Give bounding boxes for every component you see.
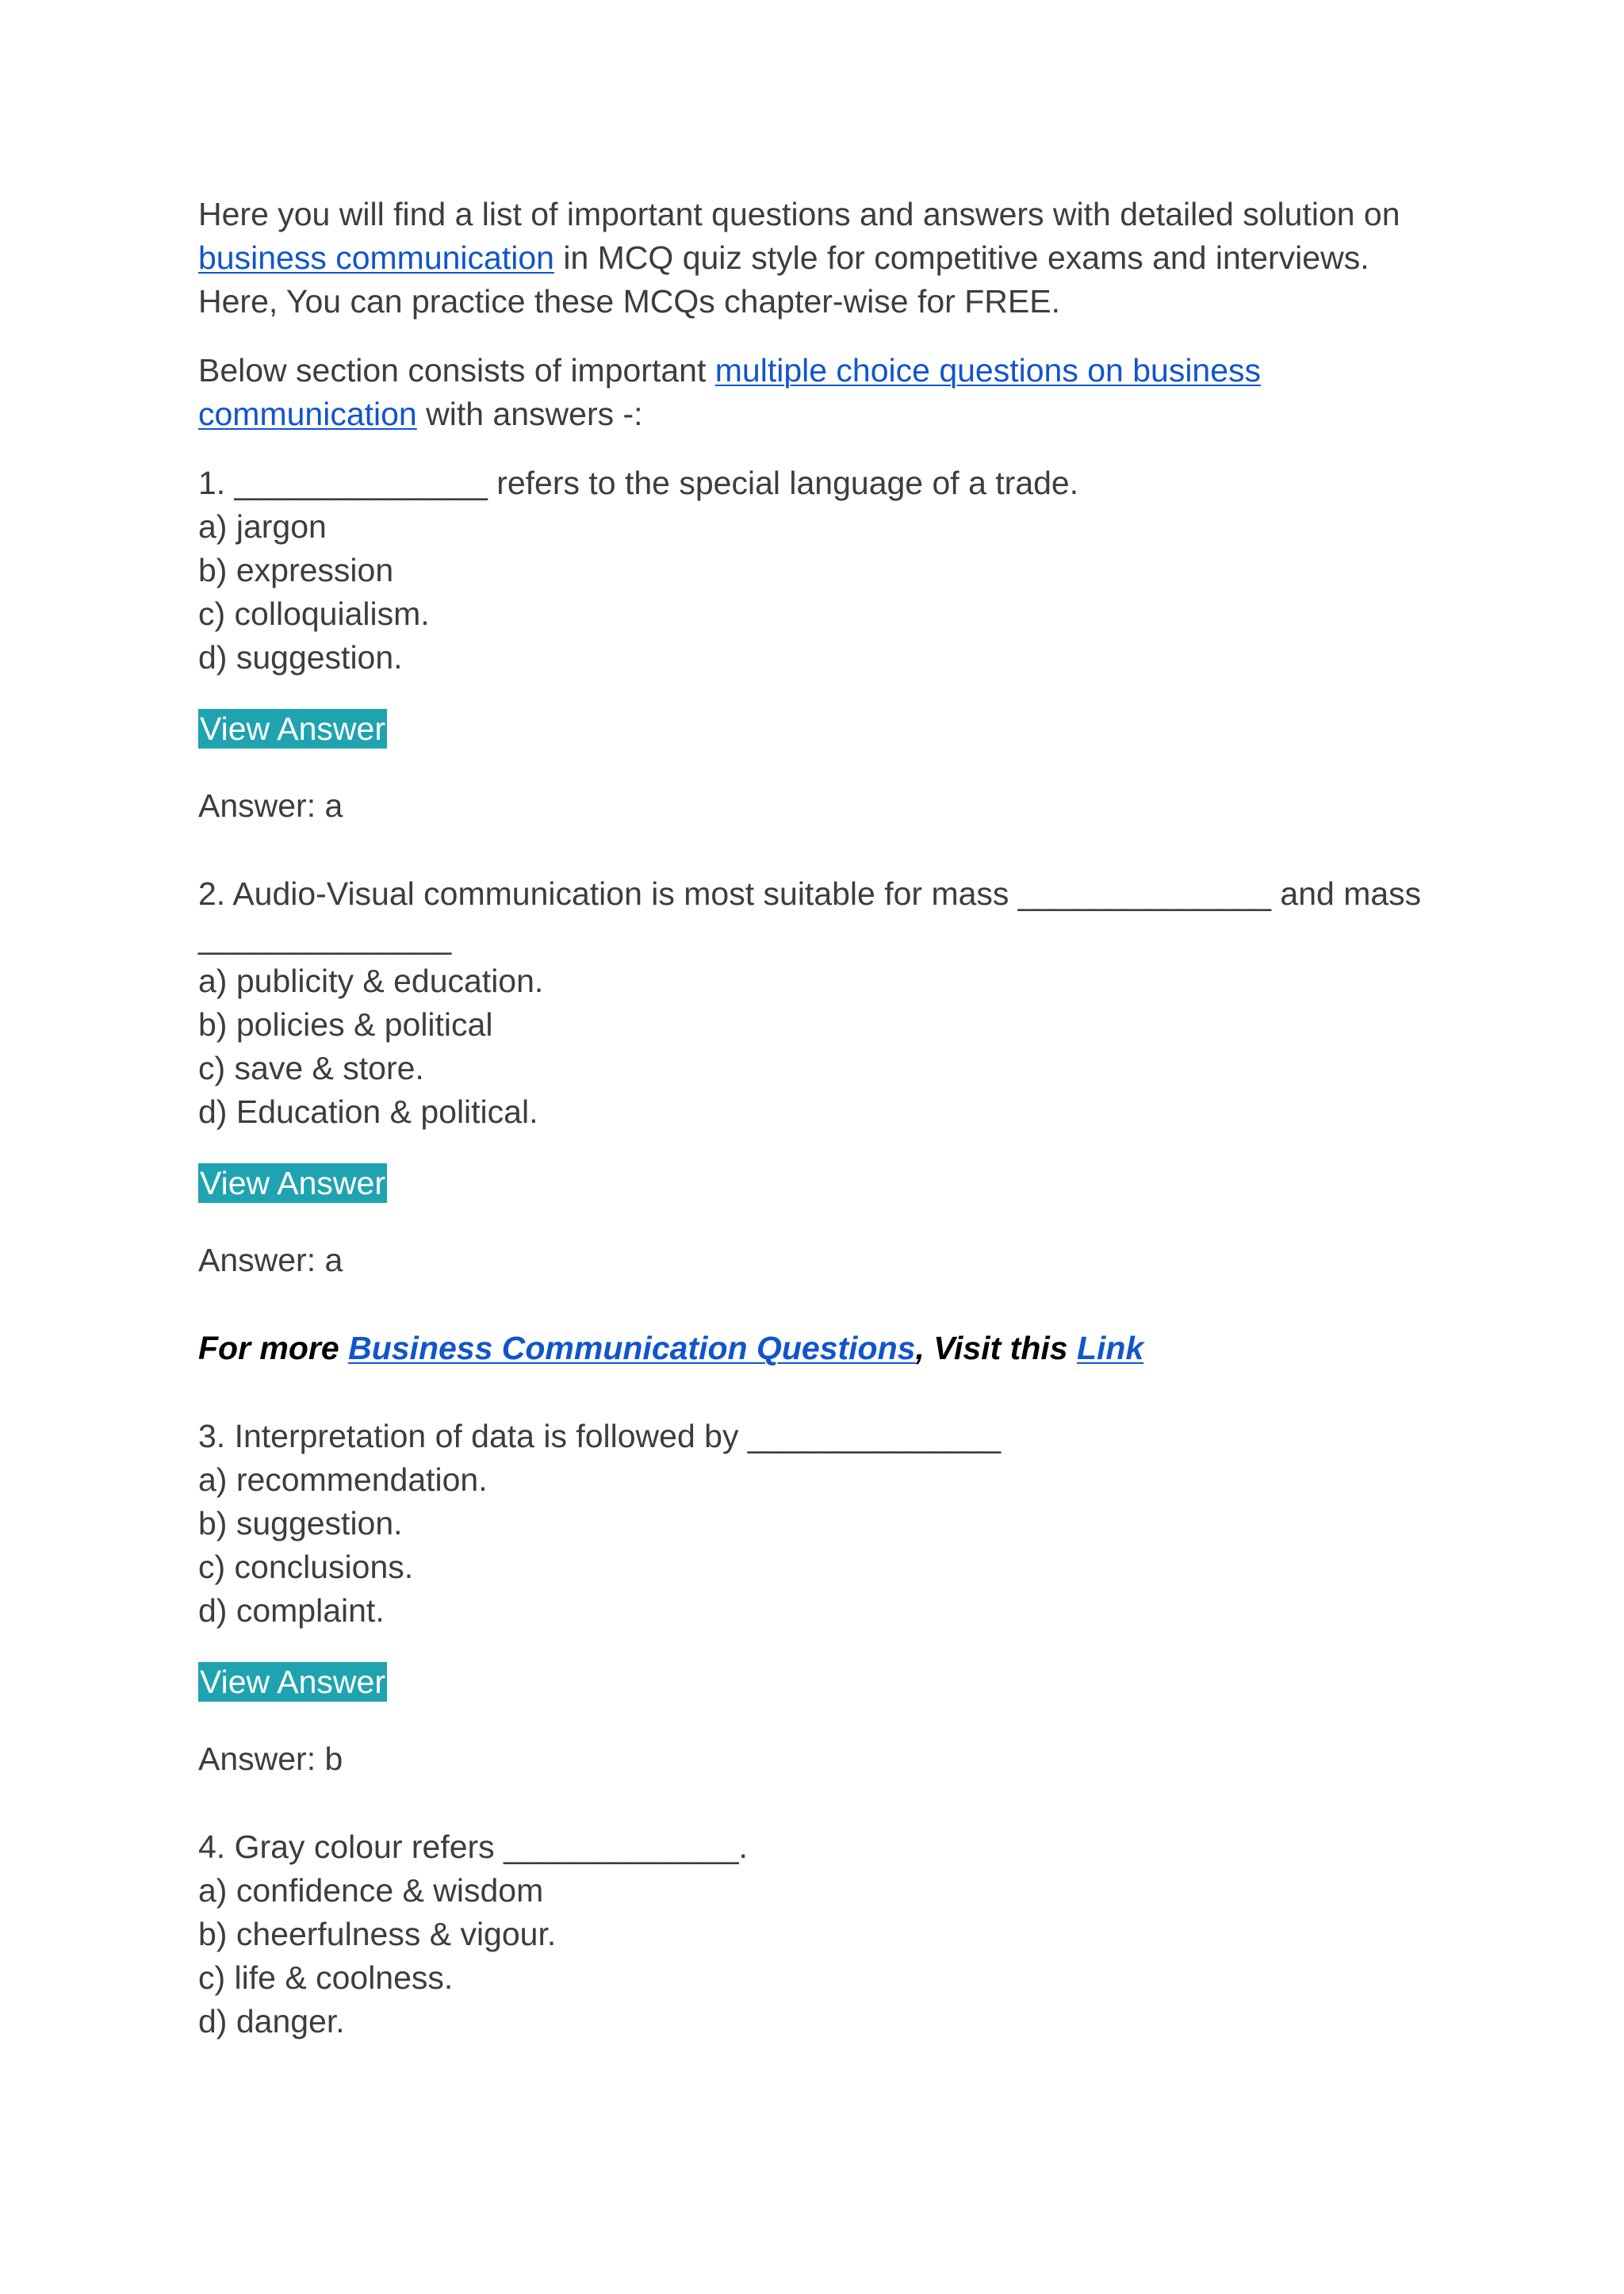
option-c: c) conclusions. [198,1549,414,1585]
question-block-1 [198,461,1435,680]
question-text: 3. Interpretation of data is followed by ______________ [198,1418,1002,1454]
question-text: 1. ______________ refers to the special language of a trade. [198,465,1079,501]
intro-text-2a: Below section consists of important [198,352,715,389]
option-d: d) suggestion. [198,639,403,676]
question-block-4 [198,1825,1435,2043]
business-communication-questions-link[interactable]: Business Communication Questions [348,1330,916,1366]
answer-text: Answer: b [198,1741,343,1777]
business-communication-link[interactable]: business communication [198,239,554,276]
document-page [198,193,1435,2043]
visit-link[interactable]: Link [1076,1330,1144,1366]
answer-text: Answer: a [198,787,343,824]
option-d: d) danger. [198,2003,345,2039]
answer-text: Answer: a [198,1242,343,1278]
view-answer-button[interactable]: View Answer [200,1664,385,1700]
option-d: d) Education & political. [198,1093,538,1130]
option-b: b) suggestion. [198,1505,403,1541]
mcq-business-communication-link[interactable]: multiple choice questions on business communication [198,352,1262,432]
option-c: c) life & coolness. [198,1959,454,1996]
option-c: c) colloquialism. [198,596,430,632]
option-b: b) expression [198,552,394,588]
option-c: c) save & store. [198,1050,424,1086]
question-text: 2. Audio-Visual communication is most suitable for mass ______________ and mass ______________ [198,875,1422,956]
view-answer-button[interactable]: View Answer [200,1165,385,1201]
option-b: b) cheerfulness & vigour. [198,1916,557,1952]
more-questions-promo [198,1327,1435,1370]
promo-prefix: For more [198,1330,349,1366]
option-b: b) policies & political [198,1006,493,1043]
option-d: d) complaint. [198,1592,385,1629]
question-block-2 [198,872,1435,1134]
intro-text-2b: with answers -: [416,396,643,432]
promo-middle: , Visit this [915,1330,1077,1366]
option-a: a) recommendation. [198,1461,488,1498]
intro-text-1a: Here you will find a list of important questions and answers with detailed solution on [198,196,1400,232]
question-text: 4. Gray colour refers _____________. [198,1829,748,1865]
intro-text-1b: in MCQ quiz style for competitive exams and interviews. Here, You can practice these MCQs chapter-wise for FREE. [198,239,1369,320]
question-block-3 [198,1415,1435,1633]
option-a: a) jargon [198,508,327,545]
intro-paragraph-1 [198,193,1435,324]
intro-paragraph-2 [198,349,1435,436]
option-a: a) publicity & education. [198,963,544,999]
view-answer-button[interactable]: View Answer [200,710,385,747]
option-a: a) confidence & wisdom [198,1872,544,1909]
